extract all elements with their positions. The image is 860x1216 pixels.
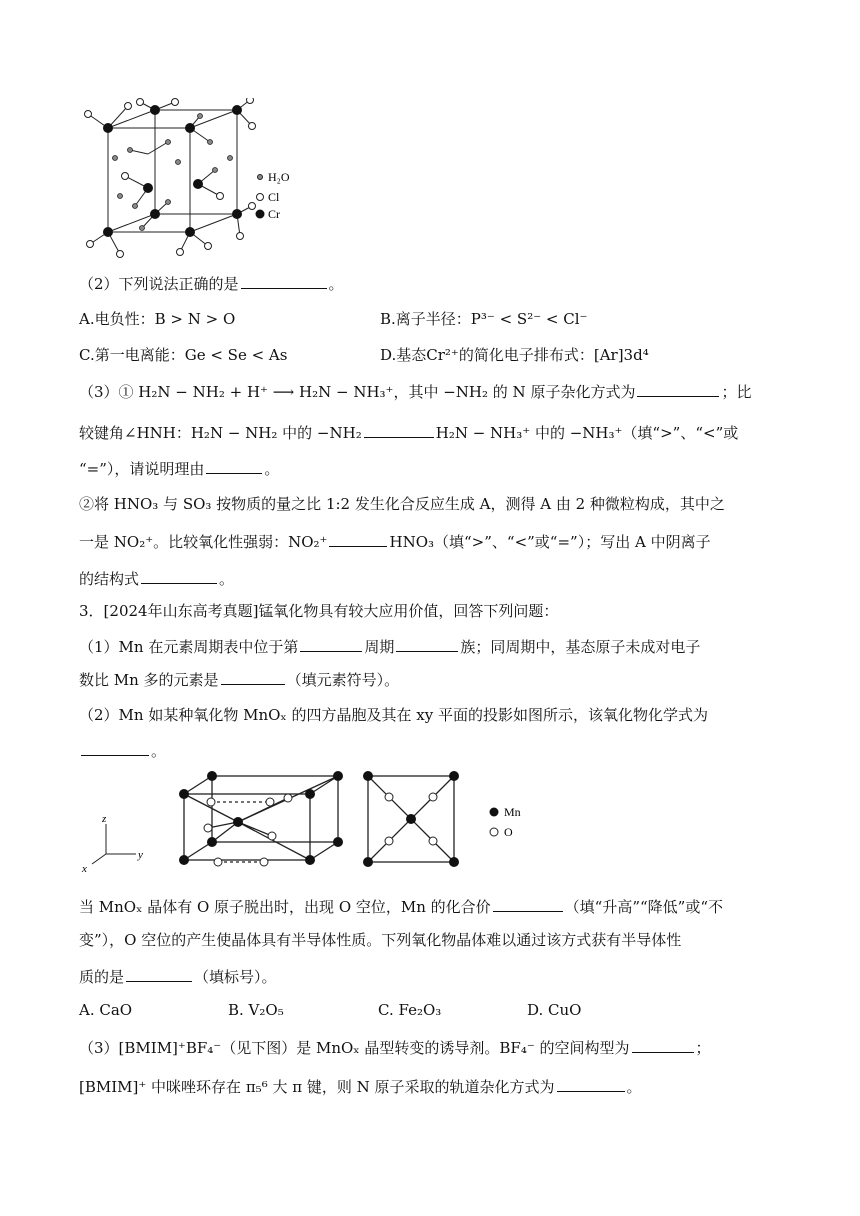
answer-blank[interactable]	[221, 669, 285, 685]
q3-option-c: C. Fe₂O₃	[378, 1001, 442, 1019]
axis-x-label: x	[82, 863, 87, 874]
q3-p1-line1: （1）Mn 在元素周期表中位于第 周期 族；同周期中，基态原子未成对电子	[79, 638, 701, 656]
legend-cl: Cl	[268, 190, 280, 204]
axis-y-label: y	[138, 849, 143, 861]
answer-blank[interactable]	[632, 1037, 694, 1053]
crystal-figure-1	[80, 98, 320, 260]
q3-option-d: D. CuO	[527, 1001, 582, 1019]
legend-mn: Mn	[504, 805, 521, 819]
q3-p3-line1: 当 MnOₓ 晶体有 O 原子脱出时，出现 O 空位，Mn 的化合价 （填“升高”“降低”或“不	[79, 898, 724, 916]
legend-o: O	[504, 825, 513, 839]
option-d: D.基态Cr²⁺的简化电子排布式：[Ar]3d⁴	[380, 346, 649, 364]
q3-title: 3．[2024年山东高考真题]锰氧化物具有较大应用价值，回答下列问题：	[79, 602, 559, 620]
q2-3-line3: “=”），请说明理由 。	[79, 460, 280, 478]
answer-blank[interactable]	[396, 636, 458, 652]
q3-p4-line1: （3）[BMIM]⁺BF₄⁻（见下图）是 MnOₓ 晶型转变的诱导剂。BF₄⁻ 的空间构型为 ；	[79, 1039, 711, 1057]
q3-p2-line2: 。	[79, 740, 166, 761]
q3-p4-line2: [BMIM]⁺ 中咪唑环存在 π₅⁶ 大 π 键，则 N 原子采取的轨道杂化方式为 。	[79, 1078, 642, 1096]
q3-p1-line2: 数比 Mn 多的元素是 （填元素符号）。	[79, 671, 400, 689]
legend-cr: Cr	[268, 207, 280, 221]
answer-blank[interactable]	[637, 381, 719, 397]
axis-z-label: z	[102, 813, 107, 825]
answer-blank[interactable]	[206, 458, 262, 474]
answer-blank[interactable]	[126, 966, 192, 982]
q3-option-a: A. CaO	[79, 1001, 133, 1019]
q2-3-line6: 的结构式 。	[79, 570, 235, 588]
answer-blank[interactable]	[300, 636, 362, 652]
option-b: B.离子半径：P³⁻ < S²⁻ < Cl⁻	[380, 310, 588, 328]
answer-blank[interactable]	[141, 568, 217, 584]
answer-blank[interactable]	[81, 740, 149, 756]
legend-h2o: H₂O	[268, 170, 290, 184]
q3-p3-line2: 变”），O 空位的产生使晶体具有半导体性质。下列氧化物晶体难以通过该方式获有半导体性	[79, 931, 682, 949]
mnox-unit-cell-figure	[76, 764, 536, 874]
answer-blank[interactable]	[241, 273, 327, 289]
q2-3-line2: 较键角∠HNH：H₂N − NH₂ 中的 −NH₂ H₂N − NH₃⁺ 中的 −NH₃⁺（填“>”、“<”或	[79, 424, 739, 442]
q2-3-line4: ②将 HNO₃ 与 SO₃ 按物质的量之比 1:2 发生化合反应生成 A，测得 A 由 2 种微粒构成，其中之	[79, 495, 725, 513]
q3-p2-line1: （2）Mn 如某种氧化物 MnOₓ 的四方晶胞及其在 xy 平面的投影如图所示，该氧化物化学式为	[79, 706, 709, 724]
answer-blank[interactable]	[493, 896, 563, 912]
answer-blank[interactable]	[329, 531, 387, 547]
q2-3-line1: （3）① H₂N − NH₂ + H⁺ ⟶ H₂N − NH₃⁺，其中 −NH₂ 的 N 原子杂化方式为 ；比	[79, 383, 752, 401]
q3-p3-line3: 质的是 （填标号）。	[79, 968, 277, 986]
q2-2-stem: （2）下列说法正确的是 。	[79, 275, 344, 293]
q2-3-line5: 一是 NO₂⁺。比较氧化性强弱：NO₂⁺ HNO₃（填“>”、“<”或“=”）；写出 A 中阴离子	[79, 533, 711, 551]
option-c: C.第一电离能：Ge < Se < As	[79, 346, 288, 364]
answer-blank[interactable]	[364, 422, 434, 438]
q3-option-b: B. V₂O₅	[228, 1001, 284, 1019]
answer-blank[interactable]	[557, 1076, 625, 1092]
option-a: A.电负性：B > N > O	[79, 310, 236, 328]
